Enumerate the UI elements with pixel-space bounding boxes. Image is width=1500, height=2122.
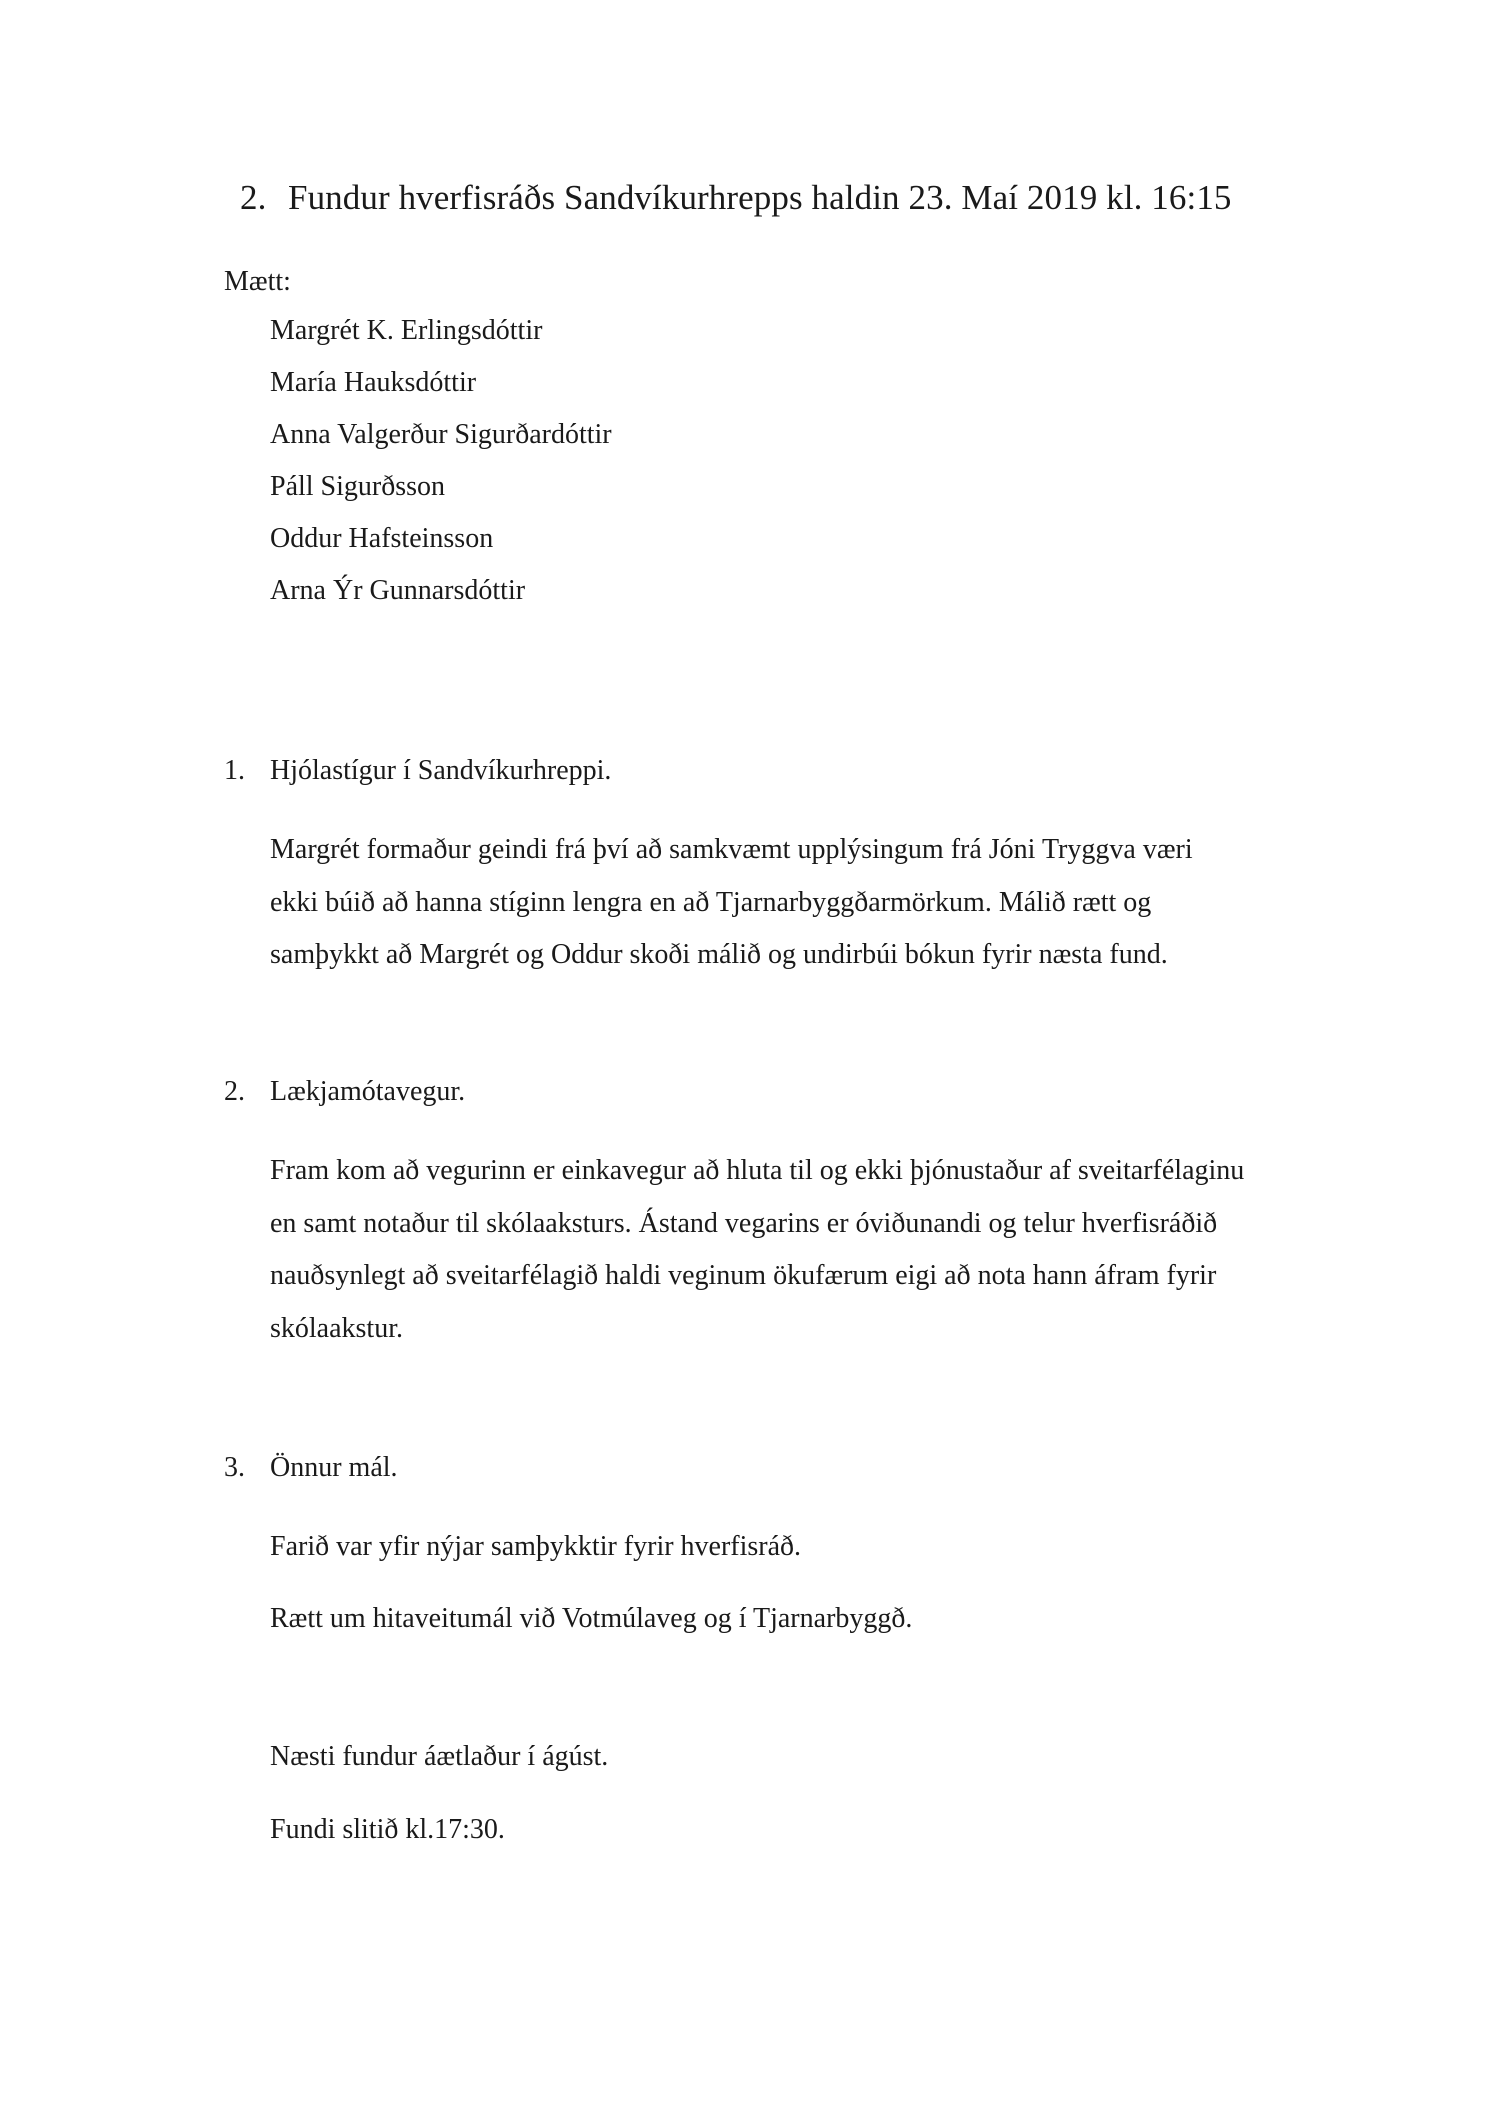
adjourned-note: Fundi slitið kl.17:30. [270, 1814, 505, 1845]
agenda-item-number: 2. [224, 1076, 245, 1107]
body-line: ekki búið að hanna stíginn lengra en að Tjarnarbyggðarmörkum. Málið rætt og [270, 886, 1152, 918]
agenda-item-heading [224, 1075, 1344, 1109]
attendee-name: Oddur Hafsteinsson [270, 523, 494, 554]
body-line: nauðsynlegt að sveitarfélagið haldi veginum ökufærum eigi að nota hann áfram fyrir [270, 1260, 1217, 1291]
agenda-item-title: Lækjamótavegur. [270, 1076, 466, 1107]
body-line: Fram kom að vegurinn er einkavegur að hluta til og ekki þjónustaður af sveitarfélaginu [270, 1155, 1245, 1186]
attendee-name: Arna Ýr Gunnarsdóttir [270, 575, 526, 606]
agenda-item-title: Hjólastígur í Sandvíkurhreppi. [270, 755, 612, 786]
body-line: en samt notaður til skólaaksturs. Ástand vegarins er óviðunandi og telur hverfisráðið [270, 1207, 1218, 1239]
agenda-item-heading [224, 1451, 1344, 1485]
body-paragraph: Farið var yfir nýjar samþykktir fyrir hverfisráð. [270, 1531, 802, 1562]
attendee-list [270, 314, 612, 626]
meeting-title [240, 178, 1232, 218]
body-line: samþykkt að Margrét og Oddur skoði málið og undirbúi bókun fyrir næsta fund. [270, 939, 1168, 970]
meeting-title-text: Fundur hverfisráðs Sandvíkurhrepps haldin 23. Maí 2019 kl. 16:15 [288, 178, 1232, 217]
body-line: Margrét formaður geindi frá því að samkvæmt upplýsingum frá Jóni Tryggva væri [270, 834, 1193, 865]
agenda-item-body [270, 1511, 1350, 1655]
attendee-name: Margrét K. Erlingsdóttir [270, 315, 543, 346]
attendee-name: María Hauksdóttir [270, 367, 477, 398]
agenda-item-title: Önnur mál. [270, 1452, 398, 1483]
next-meeting-note: Næsti fundur áætlaður í ágúst. [270, 1741, 609, 1772]
agenda-item-2 [224, 1075, 1344, 1355]
agenda-item-heading [224, 754, 1344, 788]
agenda-item-1 [224, 754, 1344, 982]
body-paragraph: Rætt um hitaveitumál við Votmúlaveg og í Tjarnarbyggð. [270, 1603, 913, 1634]
body-line: skólaakstur. [270, 1312, 403, 1344]
agenda-item-3 [224, 1451, 1344, 1655]
attendee-name: Anna Valgerður Sigurðardóttir [270, 419, 612, 450]
meeting-number: 2. [240, 178, 267, 217]
attendee-name: Páll Sigurðsson [270, 471, 446, 502]
agenda-item-number: 1. [224, 755, 245, 786]
attendance-label: Mætt: [224, 266, 291, 297]
agenda-item-number: 3. [224, 1452, 245, 1483]
agenda-item-body [270, 1145, 1350, 1355]
agenda-item-body [270, 824, 1350, 982]
